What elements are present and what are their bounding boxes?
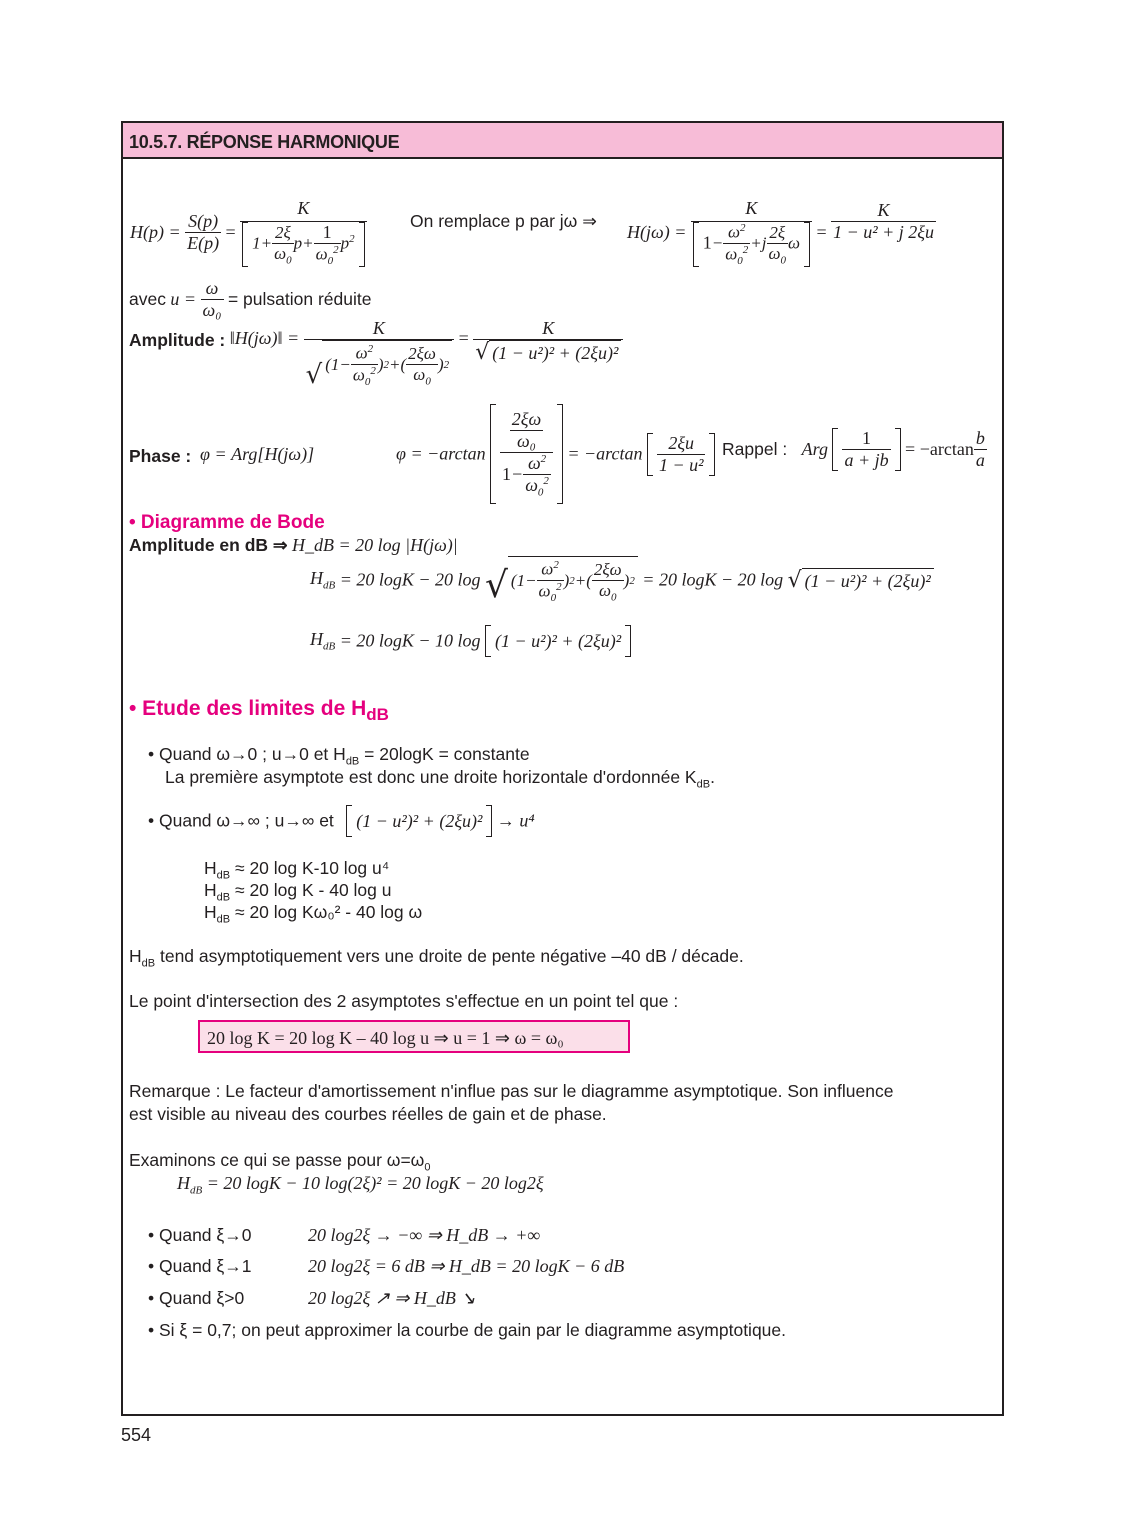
approx-3: $H_{dB} \approx 20$ log Kω₀² - 40 log ω xyxy=(204,902,423,926)
bode-title: • Diagramme de Bode xyxy=(129,512,325,533)
case-2-condition: • Quand ξ→1 xyxy=(148,1256,252,1276)
replace-text: On remplace p par jω ⇒ xyxy=(410,211,597,231)
hp-fraction: K 1+ $\frac{2\xi}{\omega_0}$ p+ $\frac{1}{\omega_0^2}$ $p^2$ xyxy=(240,198,367,267)
bode-eq2: $H_{dB} = 20$ logK − 10 log (1 − u²)² + (2ξu)² xyxy=(310,625,631,657)
case-1-condition: • Quand ξ→0 xyxy=(148,1225,252,1245)
remark-line-1: Remarque : Le facteur d'amortissement n'influe pas sur le diagramme asymptotique. Son influence xyxy=(129,1081,894,1101)
transfer-function-hp: H(p) = $\frac{S(p)}{E(p)}$ = K 1+ $\frac{2\xi}{\omega_0}$ p+ $\frac{1}{\omega_0^2}$ $p^2$ xyxy=(130,198,367,267)
page-number: 554 xyxy=(121,1425,152,1445)
amplitude-equation: Amplitude : ‖H(jω)‖ = K √ (1− $\frac{\omega^2}{\omega_0^2}$ ) 2 +( $\frac{2\xi\omega}{\omega_0}$ ) 2 = K √ (1 − u²)² + (2ξu)² xyxy=(129,318,623,388)
case-2-expression: 20 log2ξ = 6 dB ⇒ H_dB = 20 logK − 6 dB xyxy=(308,1256,625,1276)
limits-title: • Etude des limites de $H_{dB}$ xyxy=(129,697,389,725)
section-title: 10.5.7. RÉPONSE HARMONIQUE xyxy=(129,132,400,152)
remark-line-2: est visible au niveau des courbes réelles de gain et de phase. xyxy=(129,1104,607,1124)
examine-text: Examinons ce qui se passe pour $\omega=\omega_0$ xyxy=(129,1150,431,1174)
bode-amplitude-def: Amplitude en dB ⇒ H_dB = 20 log |H(jω)| xyxy=(129,535,458,555)
phase-equation: φ = −arctan $\frac{2\xi\omega}{\text{ω₀}}$ 1− $\frac{\omega^2}{\omega_0^2}$ = −arctan $\frac{2\xi u}{\text{1 − u²}}$ xyxy=(396,404,715,504)
limit-low-freq: • Quand ω→0 ; u→0 et $H_{dB} = 20\log K$ = constante xyxy=(148,744,530,768)
transfer-function-hjw: H(jω) = K 1− $\frac{\omega^2}{\omega_0^2}$ +j $\frac{2\xi}{\omega_0}$ ω = $\frac{K}{\text{1 − u² + j 2ξu}}$ xyxy=(627,198,934,267)
approx-2: $H_{dB} \approx 20$ log K - 40 log u xyxy=(204,880,392,904)
bode-eq1: $H_{dB} = 20$ logK − 20 log √ (1− $\frac{\omega^2}{\omega_0^2}$ ) 2 +( $\frac{2\xi\omega}{\omega_0}$ ) 2 = 20 logK − 20 log √ (1 − u²)² + (2ξu)² xyxy=(310,556,934,604)
phase-definition: φ = Arg[H(jω)] xyxy=(200,444,315,464)
approx-1: $H_{dB} \approx 20$ log K-10 log u⁴ xyxy=(204,858,390,882)
section-header xyxy=(123,123,1002,159)
examine-equation: $H_{dB} = 20$ logK − 10 log(2ξ)² = 20 logK − 20 log2ξ xyxy=(177,1173,544,1197)
case-3-condition: • Quand ξ>0 xyxy=(148,1288,245,1308)
phase-label: Phase : xyxy=(129,446,192,466)
final-note: • Si ξ = 0,7; on peut approximer la courbe de gain par le diagramme asymptotique. xyxy=(148,1320,786,1340)
first-asymptote-text: La première asymptote est donc une droite horizontale d'ordonnée $K_{dB}$. xyxy=(165,767,715,791)
case-3-expression: 20 log2ξ ↗ ⇒ H_dB ↘ xyxy=(308,1288,476,1308)
intersection-equation-box: 20 log K = 20 log K – 40 log u ⇒ u = 1 ⇒ ω = ω₀ xyxy=(198,1020,630,1053)
case-1-expression: 20 log2ξ → −∞ ⇒ H_dB → +∞ xyxy=(308,1225,541,1245)
limit-high-freq: • Quand ω→∞ ; u→∞ et (1 − u²)² + (2ξu)² → u⁴ xyxy=(148,805,535,837)
s-over-e-fraction: $\frac{S(p)}{E(p)}$ xyxy=(187,211,220,254)
phase-reminder: Rappel : Arg $\frac{1}{a + jb}$ = −arctan $\frac{b}{a}$ xyxy=(722,428,985,470)
slope-text: $H_{dB}$ tend asymptotiquement vers une droite de pente négative –40 dB / décade. xyxy=(129,946,744,970)
intersection-text: Le point d'intersection des 2 asymptotes s'effectue en un point tel que : xyxy=(129,991,679,1011)
reduced-pulsation: avec u = $\frac{\omega}{\text{ω₀}}$ = pulsation réduite xyxy=(129,278,372,320)
